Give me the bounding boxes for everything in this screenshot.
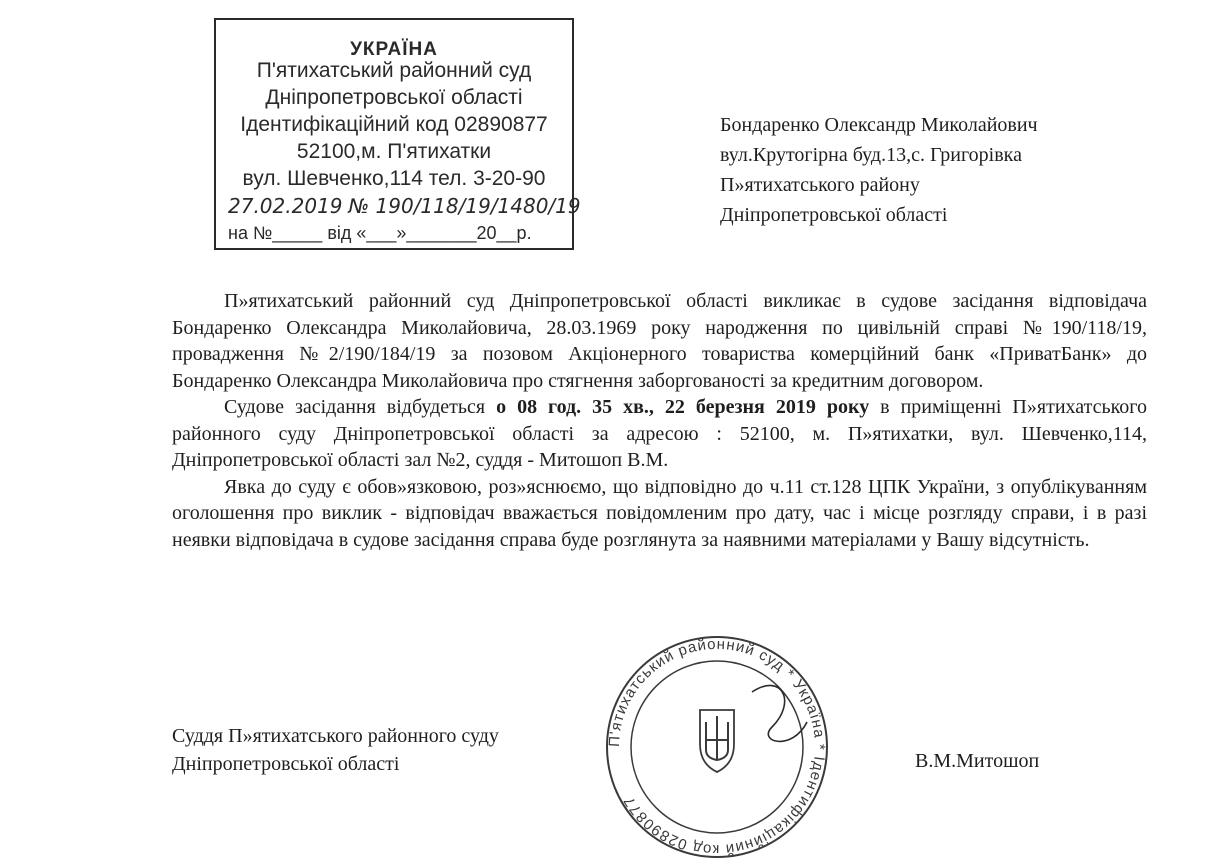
stamp-out-number: № 190/118/19/1480/19 [348, 194, 581, 218]
hearing-datetime: о 08 год. 35 хв., 22 березня 2019 року [496, 396, 870, 418]
stamp-court-name: П'ятихатський районний суд [256, 59, 532, 82]
paragraph-attendance: Явка до суду є обов»язковою, роз»яснюємо, що відповідно до ч.11 ст.128 ЦПК України, з опублікуванням оголошення про виклик - відповідач вважається повідомленим про дату, час і місце розгляду справи, і в разі неявки відповідача в судове засідання справа буде розглянута за наявними матеріалами у Вашу відсутність. [172, 475, 1147, 551]
hearing-text-post: в приміщенні П»ятихатського районного суду Дніпропетровської області за адресою : 52100, м. П»ятихатки, вул. Шевченко,114, Дніпропетровської області зал №2, суддя - Митошоп В.М. [172, 396, 1148, 471]
addressee-region: Дніпропетровської області [720, 204, 948, 226]
paragraph-summons: П»ятихатський районний суд Дніпропетровської області викликає в судове засідання відповідача Бондаренко Олександра Миколайовича, 28.03.1969 року народження по цивільній справі №190/118/19, провадження №2/190/184/19 за позовом Акціонерного товариства комерційний банк «ПриватБанк» до Бондаренко Олександра Миколайовича про стягнення заборгованості за кредитним договором. [172, 290, 1147, 392]
outgoing-registration-stamp [214, 18, 581, 250]
stamp-city: 52100,м. П'ятихатки [296, 140, 492, 163]
judge-title: Суддя П»ятихатського районного суду [172, 725, 499, 747]
stamp-outgoing-line [228, 194, 581, 218]
stamp-country: УКРАЇНА [350, 39, 438, 60]
stamp-address: вул. Шевченко,114 тел. 3-20-90 [242, 167, 546, 190]
seal-graphic [592, 632, 842, 862]
paragraph-hearing-time [172, 394, 1147, 474]
judge-signature-block [172, 722, 499, 778]
stamp-reply-line: на №_____ від «___»_______20__р. [228, 223, 532, 243]
trident-emblem-icon [700, 710, 734, 772]
addressee-district: П»ятихатського району [720, 174, 920, 196]
judge-name: В.М.Митошоп [915, 750, 1040, 772]
summons-body [172, 288, 1147, 553]
seal-ring-text: П'ятихатський районний суд * Україна * Ідентифікаційний код 02890877 [605, 635, 829, 859]
addressee-name: Бондаренко Олександр Миколайович [720, 114, 1038, 136]
addressee-block [720, 110, 1038, 230]
judge-region: Дніпропетровської області [172, 753, 400, 775]
stamp-out-date: 27.02.2019 [228, 194, 343, 218]
stamp-id-code: Ідентифікаційний код 02890877 [240, 113, 548, 136]
addressee-street: вул.Крутогірна буд.13,с. Григорівка [720, 144, 1022, 166]
official-round-seal [592, 632, 842, 862]
hearing-text-pre: Судове засідання відбудеться [224, 396, 497, 418]
stamp-region: Дніпропетровської області [265, 86, 523, 109]
